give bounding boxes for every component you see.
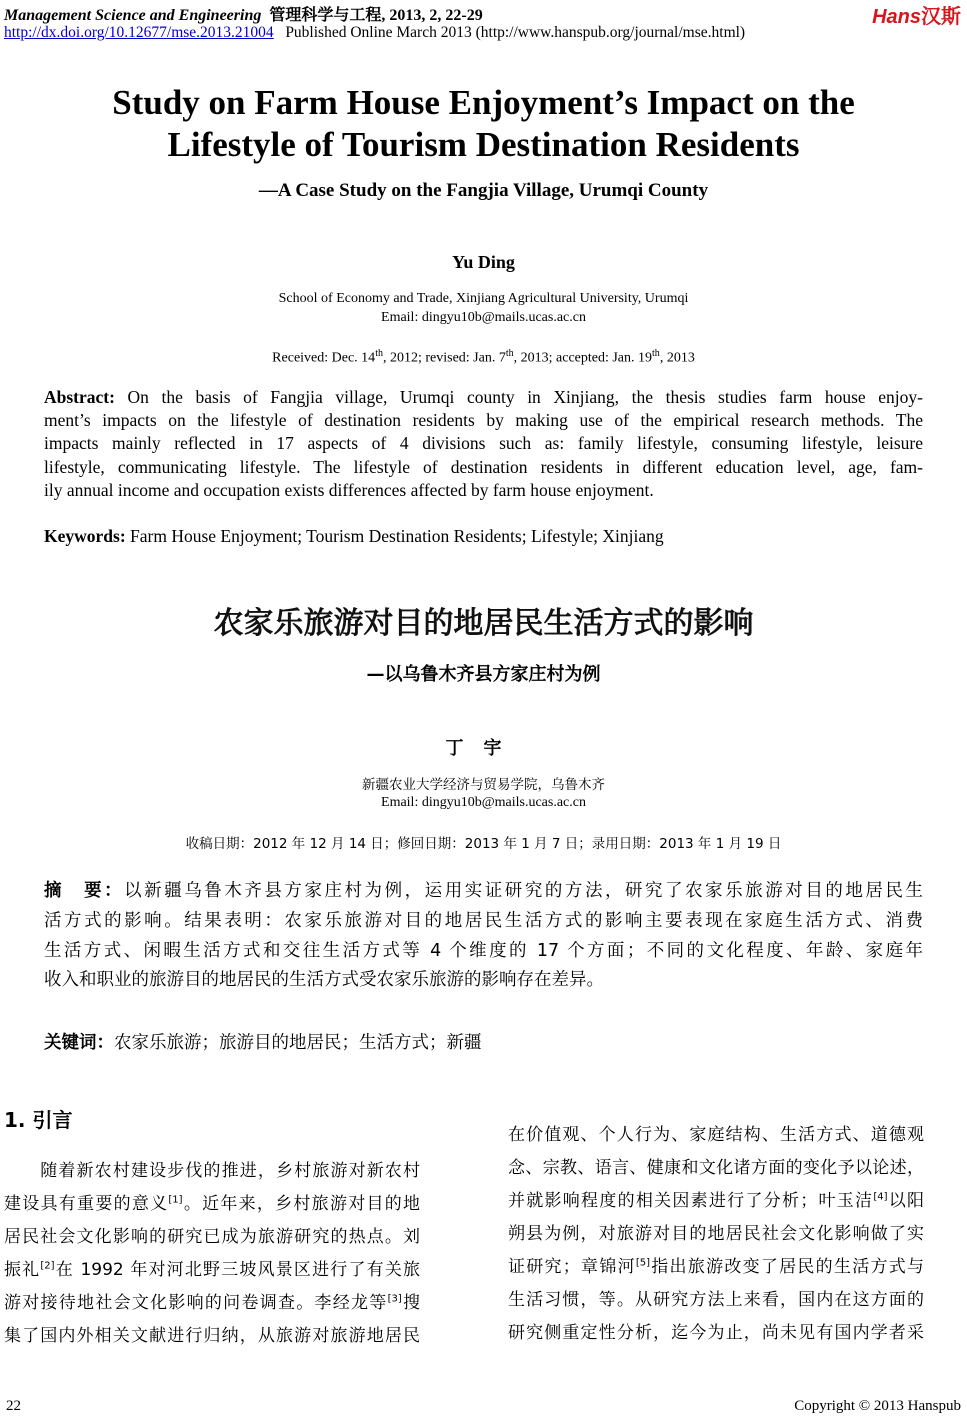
title-line: Lifestyle of Tourism Destination Residents: [167, 125, 800, 164]
published-info: Published Online March 2013 (http://www.hanspub.org/journal/mse.html): [285, 24, 746, 41]
keywords-label: Keywords:: [44, 526, 126, 546]
paper-subtitle-cn: —以乌鲁木齐县方家庄村为例: [366, 664, 601, 685]
keywords-cn-label: 关键词：: [44, 1033, 114, 1053]
body-line: 并就影响程度的相关因素进行了分析；叶玉洁[4]以阳: [508, 1191, 925, 1211]
body-line: 集了国内外相关文献进行归纳，从旅游对旅游地居民: [4, 1326, 420, 1346]
affiliation-text: School of Economy and Trade, Xinjiang Agricultural University, Urumqi: [278, 291, 689, 306]
journal-name-cn: 管理科学与工程: [269, 7, 382, 24]
body-line: 生活习惯，等。从研究方法上来看，国内在这方面的: [508, 1290, 924, 1310]
logo-text-cn: 汉斯: [921, 6, 961, 28]
abstract-cn-line: 生活方式、闲暇生活方式和交往生活方式等 4 个维度的 17 个方面；不同的文化程度、年龄、家庭年: [44, 941, 923, 961]
paper-title: [0, 82, 967, 166]
abstract-line: impacts mainly reflected in 17 aspects of 4 divisions such as: family lifestyle, consuming lifestyle, leisure: [44, 433, 923, 453]
body-line: 证研究；章锦河[5]指出旅游改变了居民的生活方式与: [508, 1257, 925, 1277]
body-line: 随着新农村建设步伐的推进，乡村旅游对新农村: [4, 1161, 420, 1181]
body-line: 在价值观、个人行为、家庭结构、生活方式、道德观: [508, 1125, 924, 1145]
body-line: 研究侧重定性分析，迄今为止，尚未见有国内学者采: [508, 1323, 924, 1343]
abstract-line: ment’s impacts on the lifestyle of destination residents by making use of the empirical research methods. The: [44, 410, 923, 430]
affiliation-cn: [0, 776, 967, 812]
email-cn: Email: dingyu10b@mails.ucas.ac.cn: [381, 795, 586, 810]
dates-cn: 收稿日期：2012 年 12 月 14 日；修回日期：2013 年 1 月 7 日；录用日期：2013 年 1 月 19 日: [185, 836, 782, 852]
paper-title-cn: 农家乐旅游对目的地居民生活方式的影响: [213, 606, 754, 641]
abstract-line: ily annual income and occupation exists differences affected by farm house enjoyment.: [44, 480, 654, 500]
title-line: Study on Farm House Enjoyment’s Impact on the: [112, 83, 855, 122]
abstract-text: On the basis of Fangjia village, Urumqi county in Xinjiang, the thesis studies farm house enjoy-: [114, 387, 923, 407]
email: Email: dingyu10b@mails.ucas.ac.cn: [381, 310, 586, 325]
body-line: 朔县为例，对旅游对目的地居民社会文化影响做了实: [508, 1224, 924, 1244]
body-line: 居民社会文化影响的研究已成为旅游研究的热点。刘: [4, 1227, 420, 1247]
page-number: 22: [6, 1398, 21, 1414]
author: Yu Ding: [452, 252, 515, 272]
logo-text: Hans: [872, 6, 921, 28]
journal-issue: , 2013, 2, 22-29: [381, 7, 483, 24]
abstract-cn-label: 摘 要：: [44, 881, 125, 901]
keywords-en: [44, 526, 923, 547]
paper-subtitle: —A Case Study on the Fangjia Village, Urumqi County: [258, 180, 709, 201]
affiliation: [0, 289, 967, 327]
abstract-cn-line: [44, 877, 923, 902]
doi-link[interactable]: http://dx.doi.org/10.12677/mse.2013.21004: [4, 24, 274, 41]
abstract-line: [44, 387, 923, 408]
hans-logo: [872, 0, 961, 29]
abstract-line: lifestyle, communicating lifestyle. The lifestyle of destination residents in different education level, age, fam-: [44, 457, 923, 477]
author-cn: 丁宇: [445, 738, 522, 759]
abstract-cn-line: 活方式的影响。结果表明：农家乐旅游对目的地居民生活方式的影响主要表现在家庭生活方式、消费: [44, 911, 923, 931]
section-heading: 1. 引言: [4, 1108, 73, 1132]
body-line: 念、宗教、语言、健康和文化诸方面的变化予以论述，: [508, 1158, 924, 1178]
keywords-cn: [44, 1029, 923, 1054]
keywords-text: Farm House Enjoyment; Tourism Destination Residents; Lifestyle; Xinjiang: [125, 526, 664, 546]
received-dates: Received: Dec. 14th, 2012; revised: Jan. 7th, 2013; accepted: Jan. 19th, 2013: [272, 348, 695, 366]
journal-header: [4, 2, 483, 25]
keywords-cn-text: 农家乐旅游；旅游目的地居民；生活方式；新疆: [114, 1033, 482, 1053]
body-line: 振礼[2]在 1992 年对河北野三坡风景区进行了有关旅: [4, 1260, 420, 1280]
body-line: 建设具有重要的意义[1]。近年来，乡村旅游对目的地: [4, 1194, 421, 1214]
journal-name: Management Science and Engineering: [4, 7, 262, 24]
copyright: Copyright © 2013 Hanspub: [794, 1398, 961, 1414]
abstract-cn-line: 收入和职业的旅游目的地居民的生活方式受农家乐旅游的影响存在差异。: [44, 970, 604, 990]
body-line: 游对接待地社会文化影响的问卷调查。李经龙等[3]搜: [4, 1293, 420, 1313]
affiliation-cn-text: 新疆农业大学经济与贸易学院，乌鲁木齐: [362, 777, 605, 793]
publication-line: [4, 24, 745, 42]
abstract-cn-text: 以新疆乌鲁木齐县方家庄村为例，运用实证研究的方法，研究了农家乐旅游对目的地居民生: [124, 881, 923, 901]
abstract-label: Abstract:: [44, 387, 115, 407]
